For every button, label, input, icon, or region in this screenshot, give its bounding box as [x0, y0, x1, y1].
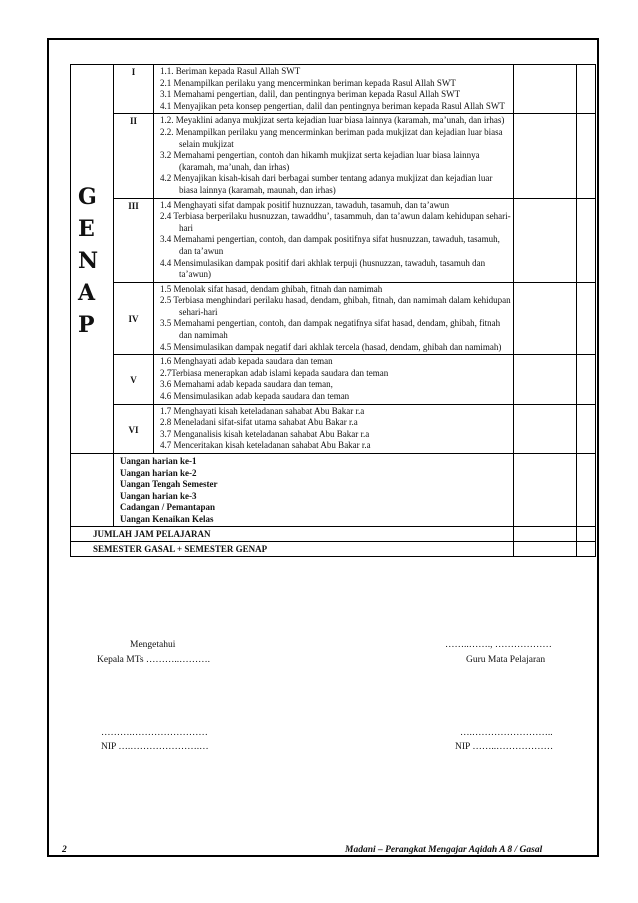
empty-cell [577, 404, 596, 453]
competency-cell [154, 282, 514, 355]
unit-row [71, 404, 596, 453]
letter-cell [71, 65, 114, 114]
page-number: 2 [62, 845, 67, 855]
competency-item: 4.7 Menceritakan kisah keteladanan sahabat Abu Bakar r.a [160, 440, 371, 451]
competency-item: 4.5 Mensimulasikan dampak negatif dari akhlak tercela (hasad, dendam, ghibah dan namimah) [160, 341, 502, 352]
ulangan-list [114, 454, 514, 527]
sig-right-date: ……..……., ……………… [445, 640, 552, 650]
ulangan-item: Uangan harian ke-3 [120, 490, 197, 501]
sig-right-name: ….…………………….. [460, 728, 553, 738]
unit-row [71, 65, 596, 114]
competency-item: 4.4 Mensimulasikan dampak positif dari akhlak terpuji (husnuzzan, tawaduh, tasamuh dan ta’awun) [160, 257, 486, 280]
semester-total-row [71, 541, 596, 556]
semester-letter: N [78, 248, 99, 274]
unit-row [71, 355, 596, 404]
jumlah-label: JUMLAH JAM PELAJARAN [71, 526, 514, 541]
competency-item: 2.7Terbiasa menerapkan adab islami kepada saudara dan teman [160, 367, 389, 378]
competency-item: 3.7 Menganalisis kisah keteladanan sahabat Abu Bakar r.a [160, 428, 370, 439]
competency-cell [154, 114, 514, 198]
empty-cell [577, 355, 596, 404]
competency-cell [154, 198, 514, 282]
unit-row [71, 198, 596, 282]
semester-letter: G [78, 184, 97, 210]
competency-item: 2.5 Terbiasa menghindari perilaku hasad, dendam, ghibah, fitnah, dan namimah dalam kehidupan sehari-hari [160, 295, 511, 317]
ulangan-row [71, 454, 596, 527]
semester-letter: A [78, 280, 96, 306]
unit-number: I [114, 65, 154, 114]
competency-item: 2.8 Meneladani sifat-sifat utama sahabat Abu Bakar r.a [160, 417, 358, 428]
empty-cell [577, 114, 596, 198]
competency-item: 4.1 Menyajikan peta konsep pengertian, dalil dan pentingnya beriman kepada Rasul Allah SWT [160, 100, 505, 111]
sig-left-title: Mengetahui [130, 640, 176, 650]
competency-cell [154, 404, 514, 453]
ulangan-item: Cadangan / Pemantapan [120, 502, 216, 513]
competency-item: 3.5 Memahami pengertian, contoh, dan dampak negatifnya sifat hasad, dendam, ghibah, fitnah dan namimah [160, 318, 501, 341]
genap-vertical-label [78, 181, 98, 341]
competency-item: 3.4 Memahami pengertian, contoh, dan dampak positifnya sifat husnuzzan, tawaduh, tasamuh, dan ta’awun [160, 234, 500, 256]
unit-number: II [114, 114, 154, 198]
unit-number: IV [114, 282, 154, 355]
letter-cell [71, 355, 114, 404]
sig-left-name: ……….…………………… [101, 728, 208, 738]
empty-cell [514, 355, 577, 404]
ulangan-item: Uangan harian ke-1 [120, 456, 197, 466]
competency-item: 3.6 Memahami adab kepada saudara dan teman, [160, 379, 333, 390]
unit-number: V [114, 355, 154, 404]
semester-letter: P [78, 312, 95, 338]
empty-cell [514, 282, 577, 355]
competency-item: 1.7 Menghayati kisah keteladanan sahabat Abu Bakar r.a [160, 405, 365, 416]
empty-cell [514, 404, 577, 453]
competency-item: 3.1 Memahami pengertian, dalil, dan pentingnya beriman kepada Rasul Allah SWT [160, 89, 461, 100]
empty-cell [514, 65, 577, 114]
sig-left-nip: NIP ….………………….… [101, 742, 209, 752]
unit-number: VI [114, 404, 154, 453]
semester-total-label: SEMESTER GASAL + SEMESTER GENAP [71, 541, 514, 556]
footer-book-title: Madani – Perangkat Mengajar Aqidah A 8 / Gasal [345, 845, 543, 855]
empty-cell [514, 114, 577, 198]
sig-right-nip: NIP ……..……………… [455, 742, 554, 752]
competency-item: 2.2. Menampilkan perilaku yang mencerminkan beriman pada mukjizat dan kejadian luar biasa selain mukjizat [160, 126, 503, 149]
competency-item: 1.2. Meyaklini adanya mukjizat serta kejadian luar biasa lainnya (karamah, ma’unah, dan irhas) [160, 115, 505, 126]
empty-cell [514, 198, 577, 282]
competency-item: 3.2 Memahami pengertian, contoh dan hikamh mukjizat serta kejadian luar biasa lainnya (karamah, ma’unah, dan irhas) [160, 150, 480, 172]
sig-right-role: Guru Mata Pelajaran [466, 655, 546, 665]
competency-item: 1.6 Menghayati adab kepada saudara dan teman [160, 356, 333, 367]
ulangan-item: Uangan Tengah Semester [120, 479, 218, 490]
ulangan-item: Uangan harian ke-2 [120, 467, 197, 478]
competency-item: 2.4 Terbiasa berperilaku husnuzzan, tawaddhu’, tasammuh, dan ta’awun dalam kehidupan sehari-hari [160, 211, 511, 233]
competency-item: 1.4 Menghayati sifat dampak positif huznuzzan, tawaduh, tasamuh, dan ta’awun [160, 199, 450, 210]
syllabus-table [70, 64, 596, 557]
ulangan-item: Uangan Kenaikan Kelas [120, 513, 214, 524]
competency-item: 4.6 Mensimulasikan adab kepada saudara dan teman [160, 391, 350, 402]
empty-cell [577, 65, 596, 114]
letter-cell [71, 404, 114, 453]
competency-item: 1.1. Beriman kepada Rasul Allah SWT [160, 66, 301, 76]
empty-cell [577, 198, 596, 282]
competency-item: 2.1 Menampilkan perilaku yang mencerminkan beriman kepada Rasul Allah SWT [160, 77, 456, 88]
competency-item: 4.2 Menyajikan kisah-kisah dari berbagai sumber tentang adanya mukjizat dan kejadian luar biasa lainnya (karamah, maunah, dan irhas) [160, 173, 493, 195]
semester-letter: E [78, 216, 95, 242]
unit-number: III [114, 198, 154, 282]
competency-cell [154, 355, 514, 404]
competency-item: 1.5 Menolak sifat hasad, dendam ghibah, fitnah dan namimah [160, 283, 383, 294]
competency-cell [154, 65, 514, 114]
jumlah-row [71, 526, 596, 541]
unit-row [71, 282, 596, 355]
unit-row [71, 114, 596, 198]
empty-cell [577, 282, 596, 355]
sig-left-role: Kepala MTs ………..………. [97, 655, 211, 665]
